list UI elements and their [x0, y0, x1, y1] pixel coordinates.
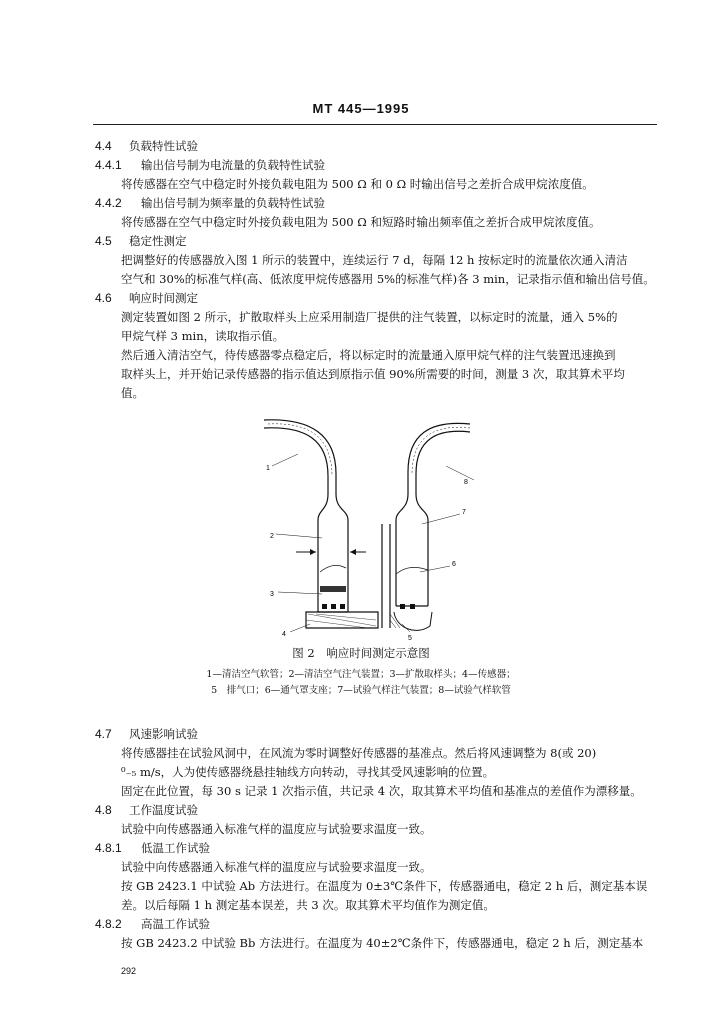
figure-label-7: 7: [462, 509, 466, 516]
body-text-line: [95, 176, 686, 192]
figure-legend-line-1: 1—清洁空气软管；2—清洁空气注气装置；3—扩散取样头；4—传感器；: [206, 669, 516, 680]
body-text-line: [95, 897, 686, 913]
figure-label-2: 2: [270, 533, 274, 540]
section-number: 4.7: [95, 727, 112, 741]
header-rule: [93, 124, 657, 125]
section-number: 4.4.1: [95, 158, 122, 172]
section-heading: [95, 233, 660, 249]
paragraph-text: 将传感器在空气中稳定时外接负载电阻为 500 Ω 和短路时输出频率值之差折合成甲烷浓度值。: [121, 215, 601, 229]
body-text-line: [95, 745, 686, 761]
section-heading: [95, 916, 660, 932]
section-title: 工作温度试验: [129, 803, 198, 817]
paragraph-text: 把调整好的传感器放入图 1 所示的装置中，连续运行 7 d，每隔 12 h 按标定时的流量依次通入清洁: [121, 253, 628, 267]
section-number: 4.8: [95, 803, 112, 817]
figure-caption: 图 2 响应时间测定示意图: [292, 646, 430, 660]
paragraph-text: 按 GB 2423.1 中试验 Ab 方法进行。在温度为 0±3℃条件下，传感器通电，稳定 2 h 后，测定基本误: [121, 879, 648, 893]
figure-label-8: 8: [464, 479, 468, 486]
paragraph-text: 甲烷气样 3 min，读取指示值。: [121, 329, 285, 343]
section-heading: [95, 157, 660, 173]
figure-label-3: 3: [270, 591, 274, 598]
body-text-line: [95, 214, 686, 230]
body-text-line: [95, 764, 686, 780]
paragraph-text: ⁰₋₅ m/s，人为使传感器绕悬挂轴线方向转动，寻找其受风速影响的位置。: [121, 765, 495, 779]
page-header: MT 445—1995: [312, 101, 410, 116]
body-text-line: [95, 366, 686, 382]
figure-label-5: 5: [408, 635, 412, 642]
figure-label-6: 6: [452, 561, 456, 568]
body-text-line: [95, 328, 686, 344]
section-heading: [95, 138, 660, 154]
body-text-line: [95, 309, 686, 325]
section-number: 4.5: [95, 234, 112, 248]
body-text-line: [95, 347, 686, 363]
section-title: 响应时间测定: [129, 291, 198, 305]
section-heading: [95, 802, 660, 818]
diffusion-sampling-head: [320, 586, 346, 592]
section-heading: [95, 840, 660, 856]
paragraph-text: 固定在此位置，每 30 s 记录 1 次指示值，共记录 4 次，取其算术平均值和基准点的差值作为漂移量。: [121, 784, 642, 798]
section-title: 输出信号制为电流量的负载特性试验: [141, 158, 325, 172]
paragraph-text: 然后通入清洁空气，待传感器零点稳定后，将以标定时的流量通入原甲烷气样的注气装置迅速换到: [121, 348, 616, 362]
figure-legend-line-2: 5 排气口；6—通气罩支座；7—试验气样注气装置；8—试验气样软管: [211, 685, 511, 696]
body-text-line: [95, 385, 686, 401]
section-number: 4.4: [95, 139, 112, 153]
section-title: 稳定性测定: [129, 234, 187, 248]
body-text-line: [95, 783, 686, 799]
clean-air-hose-inner: [264, 428, 328, 494]
paragraph-text: 差。以后每隔 1 h 测定基本误差，共 3 次。取其算术平均值作为测定值。: [121, 898, 495, 912]
paragraph-text: 取样头上，并开始记录传感器的指示值达到原指示值 90%所需要的时间，测量 3 次，取其算术平均: [121, 367, 625, 381]
vent-cover-support: [382, 524, 390, 628]
figure-2-diagram: [250, 414, 474, 646]
test-gas-injection-device: [396, 494, 428, 606]
figure-label-1: 1: [266, 465, 270, 472]
section-number: 4.4.2: [95, 196, 122, 210]
section-title: 输出信号制为频率量的负载特性试验: [141, 196, 325, 210]
section-title: 高温工作试验: [141, 917, 210, 931]
clean-air-injection-device: [318, 494, 348, 612]
paragraph-text: 试验中向传感器通入标准气样的温度应与试验要求温度一致。: [121, 822, 432, 836]
page-number: 292: [121, 966, 137, 976]
section-heading: [95, 726, 660, 742]
paragraph-text: 将传感器挂在试验风洞中，在风流为零时调整好传感器的基准点。然后将风速调整为 8(或 20): [121, 746, 597, 760]
paragraph-text: 按 GB 2423.2 中试验 Bb 方法进行。在温度为 40±2℃条件下，传感器通电，稳定 2 h 后，测定基本: [121, 936, 644, 950]
section-heading: [95, 290, 660, 306]
section-title: 低温工作试验: [141, 841, 210, 855]
paragraph-text: 测定装置如图 2 所示，扩散取样头上应采用制造厂提供的注气装置，以标定时的流量，通入 5%的: [121, 310, 618, 324]
paragraph-text: 试验中向传感器通入标准气样的温度应与试验要求温度一致。: [121, 860, 432, 874]
body-text-line: [95, 252, 686, 268]
paragraph-text: 空气和 30%的标准气样(高、低浓度甲烷传感器用 5%的标准气样)各 3 min，记录指示值和输出信号值。: [121, 272, 655, 286]
section-number: 4.8.2: [95, 917, 122, 931]
section-number: 4.6: [95, 291, 112, 305]
paragraph-text: 将传感器在空气中稳定时外接负载电阻为 500 Ω 和 0 Ω 时输出信号之差折合成甲烷浓度值。: [121, 177, 594, 191]
paragraph-text: 值。: [121, 386, 144, 400]
section-heading: [95, 195, 660, 211]
section-number: 4.8.1: [95, 841, 122, 855]
body-text-line: [95, 935, 686, 951]
section-title: 负载特性试验: [129, 139, 198, 153]
body-text-line: [95, 878, 686, 894]
body-text-line: [95, 271, 686, 287]
section-title: 风速影响试验: [129, 727, 198, 741]
body-text-line: [95, 859, 686, 875]
figure-label-4: 4: [282, 631, 286, 638]
body-text-line: [95, 821, 686, 837]
